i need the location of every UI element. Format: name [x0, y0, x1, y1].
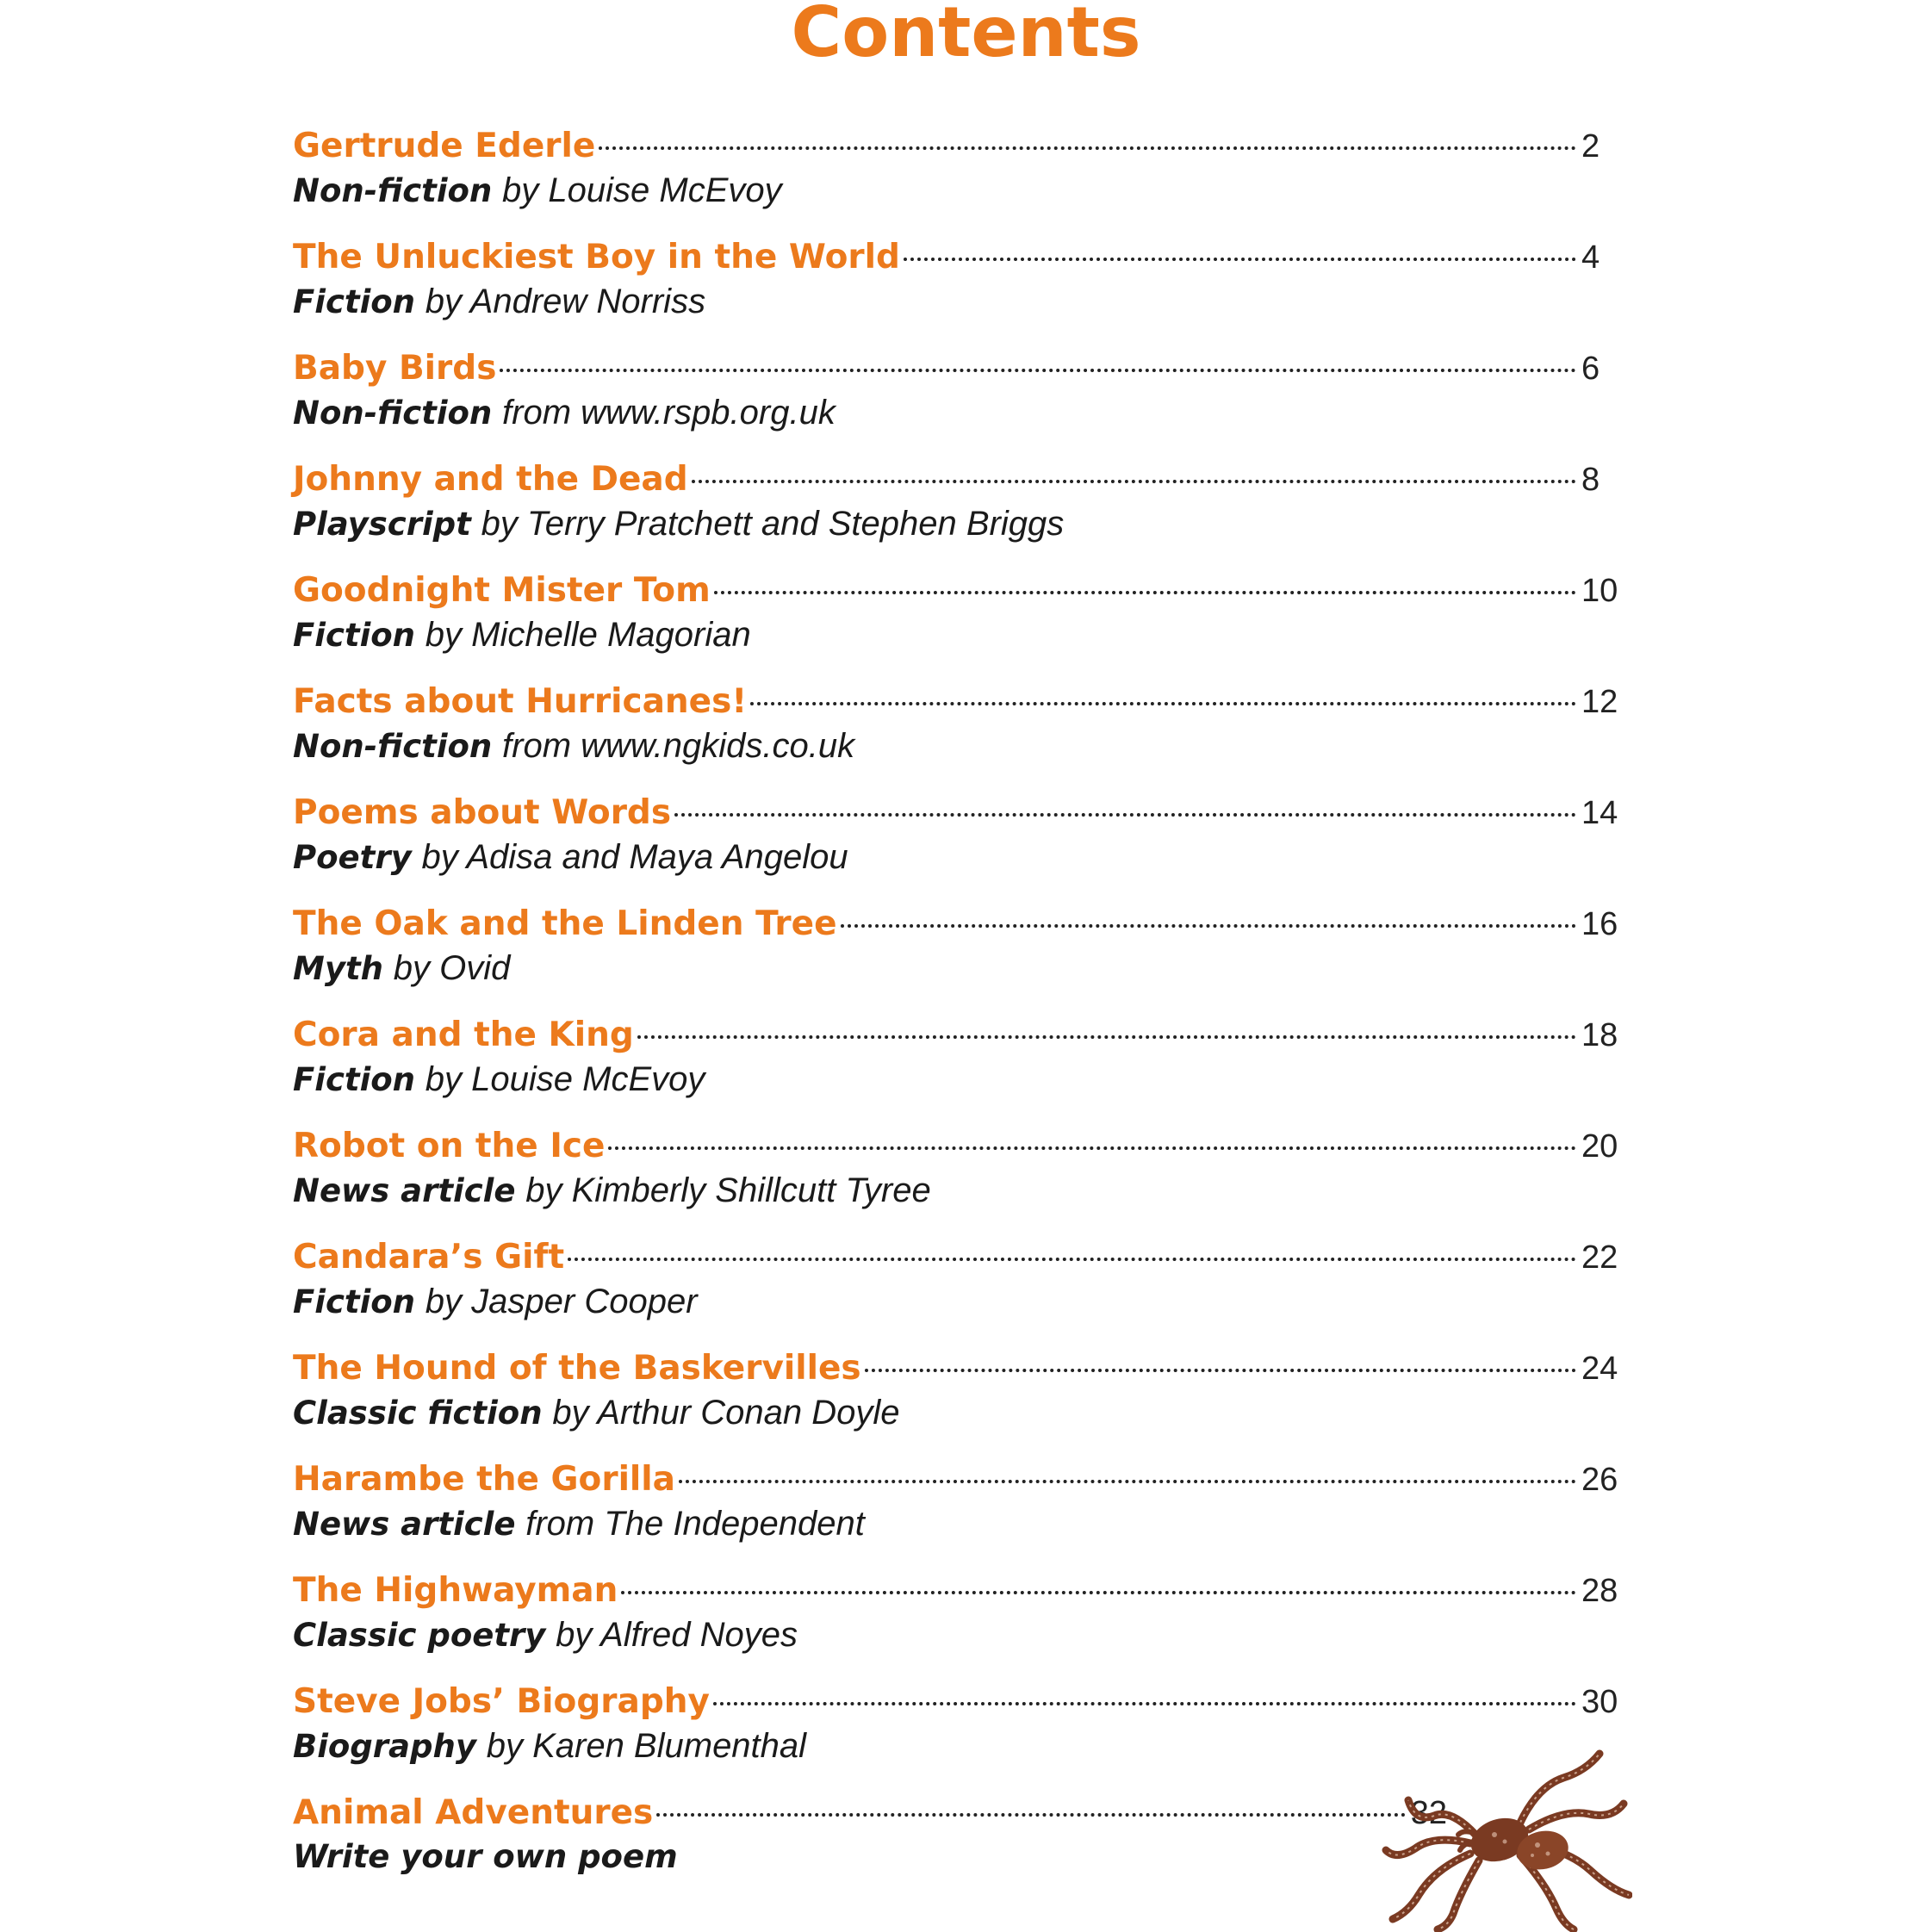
- dot-leader: [713, 1702, 1576, 1705]
- dot-leader: [841, 924, 1576, 928]
- dot-leader: [608, 1146, 1576, 1150]
- entry-credit: by Michelle Magorian: [425, 616, 751, 654]
- contents-entry[interactable]: [293, 567, 1619, 670]
- entry-genre: Fiction: [293, 1283, 416, 1320]
- entry-credit: by Arthur Conan Doyle: [552, 1394, 900, 1432]
- dot-leader: [865, 1369, 1576, 1372]
- entry-subtitle: [293, 1282, 1619, 1322]
- spider-illustration: [1374, 1749, 1632, 1932]
- entry-title[interactable]: Cora and the King: [293, 1016, 634, 1054]
- contents-entry[interactable]: [293, 678, 1619, 781]
- entry-page-number: 14: [1581, 795, 1618, 831]
- contents-entry[interactable]: [293, 1345, 1619, 1448]
- entry-genre: Write your own poem: [293, 1838, 678, 1875]
- entry-page-number: 12: [1581, 684, 1618, 720]
- dot-leader: [500, 369, 1576, 372]
- contents-entry[interactable]: [293, 122, 1619, 226]
- contents-entry[interactable]: [293, 1567, 1619, 1670]
- entry-page-number: 2: [1581, 128, 1600, 165]
- entry-title[interactable]: Johnny and the Dead: [293, 460, 688, 499]
- entry-title[interactable]: Gertrude Ederle: [293, 127, 596, 165]
- entry-credit: by Adisa and Maya Angelou: [421, 838, 848, 876]
- entry-credit: by Ovid: [393, 949, 511, 987]
- entry-page-number: 8: [1581, 462, 1600, 498]
- entry-credit: by Kimberly Shillcutt Tyree: [525, 1171, 931, 1209]
- entry-subtitle: [293, 837, 1619, 878]
- contents-entry[interactable]: [293, 789, 1619, 892]
- dot-leader: [674, 813, 1576, 817]
- entry-genre: Non-fiction: [293, 728, 493, 765]
- entry-page-number: 32: [1410, 1795, 1447, 1831]
- entry-title[interactable]: Poems about Words: [293, 793, 672, 832]
- contents-entry[interactable]: [293, 1456, 1619, 1559]
- entry-genre: Classic poetry: [293, 1617, 546, 1654]
- entry-page-number: 20: [1581, 1128, 1618, 1165]
- entry-genre: Fiction: [293, 283, 416, 320]
- dot-leader: [637, 1035, 1576, 1039]
- dot-leader: [750, 702, 1576, 705]
- contents-entry[interactable]: [293, 456, 1619, 559]
- entry-page-number: 4: [1581, 239, 1600, 276]
- entry-credit: by Alfred Noyes: [556, 1616, 798, 1654]
- entry-subtitle: [293, 948, 1619, 989]
- entry-subtitle: [293, 1393, 1619, 1433]
- entry-page-number: 22: [1581, 1239, 1618, 1276]
- entry-title[interactable]: The Highwayman: [293, 1571, 618, 1610]
- entry-genre: Non-fiction: [293, 172, 493, 209]
- contents-entry[interactable]: [293, 900, 1619, 1003]
- entry-genre: Playscript: [293, 506, 471, 543]
- dot-leader: [692, 480, 1576, 483]
- entry-title[interactable]: Animal Adventures: [293, 1793, 654, 1832]
- entry-credit: by Jasper Cooper: [425, 1283, 698, 1320]
- entry-subtitle: [293, 504, 1619, 544]
- entry-credit: by Louise McEvoy: [425, 1060, 705, 1098]
- dot-leader: [904, 258, 1576, 261]
- entry-page-number: 10: [1581, 573, 1618, 609]
- entry-subtitle: [293, 171, 1619, 211]
- entry-credit: by Louise McEvoy: [502, 171, 782, 209]
- entry-title[interactable]: The Hound of the Baskervilles: [293, 1349, 861, 1388]
- dot-leader: [599, 146, 1576, 150]
- entry-genre: News article: [293, 1172, 516, 1209]
- entry-credit: from www.ngkids.co.uk: [502, 727, 855, 765]
- entry-title[interactable]: Harambe the Gorilla: [293, 1460, 675, 1499]
- page-title: Contents: [791, 0, 1141, 72]
- entry-genre: Poetry: [293, 839, 412, 876]
- contents-entry[interactable]: [293, 233, 1619, 337]
- entry-page-number: 18: [1581, 1017, 1618, 1053]
- entry-credit: from www.rspb.org.uk: [502, 394, 836, 432]
- contents-entry[interactable]: [293, 345, 1619, 448]
- entry-subtitle: [293, 282, 1619, 322]
- contents-entry[interactable]: [293, 1233, 1619, 1337]
- entry-subtitle: [293, 1504, 1619, 1544]
- entry-subtitle: [293, 726, 1619, 767]
- entry-credit: by Karen Blumenthal: [486, 1727, 807, 1765]
- entry-genre: Biography: [293, 1728, 476, 1765]
- entry-page-number: 24: [1581, 1351, 1618, 1387]
- entry-title[interactable]: Goodnight Mister Tom: [293, 571, 711, 610]
- entry-credit: from The Independent: [525, 1505, 865, 1543]
- entry-genre: Fiction: [293, 617, 416, 654]
- entry-credit: by Terry Pratchett and Stephen Briggs: [481, 505, 1065, 543]
- entry-genre: Classic fiction: [293, 1395, 543, 1432]
- entry-genre: Myth: [293, 950, 383, 987]
- dot-leader: [714, 591, 1576, 594]
- entry-subtitle: [293, 1171, 1619, 1211]
- entry-genre: News article: [293, 1506, 516, 1543]
- contents-entry[interactable]: [293, 1011, 1619, 1115]
- entry-subtitle: [293, 393, 1619, 433]
- dot-leader: [621, 1591, 1576, 1594]
- entry-title[interactable]: Steve Jobs’ Biography: [293, 1682, 710, 1721]
- entry-page-number: 30: [1581, 1684, 1618, 1720]
- dot-leader: [679, 1480, 1576, 1483]
- entry-credit: by Andrew Norriss: [425, 283, 706, 320]
- entry-title[interactable]: Baby Birds: [293, 349, 497, 388]
- entry-page-number: 26: [1581, 1462, 1618, 1498]
- entry-subtitle: [293, 1059, 1619, 1100]
- entry-title[interactable]: The Unluckiest Boy in the World: [293, 238, 900, 276]
- entry-title[interactable]: The Oak and the Linden Tree: [293, 904, 837, 943]
- dot-leader: [656, 1813, 1405, 1817]
- entry-page-number: 28: [1581, 1573, 1618, 1609]
- entry-title[interactable]: Candara’s Gift: [293, 1238, 565, 1277]
- entry-genre: Fiction: [293, 1061, 416, 1098]
- contents-entry[interactable]: [293, 1122, 1619, 1226]
- entry-page-number: 16: [1581, 906, 1618, 942]
- dot-leader: [568, 1258, 1576, 1261]
- entry-page-number: 6: [1581, 351, 1600, 387]
- entry-subtitle: [293, 1615, 1619, 1656]
- entry-title[interactable]: Robot on the Ice: [293, 1127, 606, 1165]
- entry-subtitle: [293, 615, 1619, 655]
- entry-genre: Non-fiction: [293, 394, 493, 432]
- entry-title[interactable]: Facts about Hurricanes!: [293, 682, 748, 721]
